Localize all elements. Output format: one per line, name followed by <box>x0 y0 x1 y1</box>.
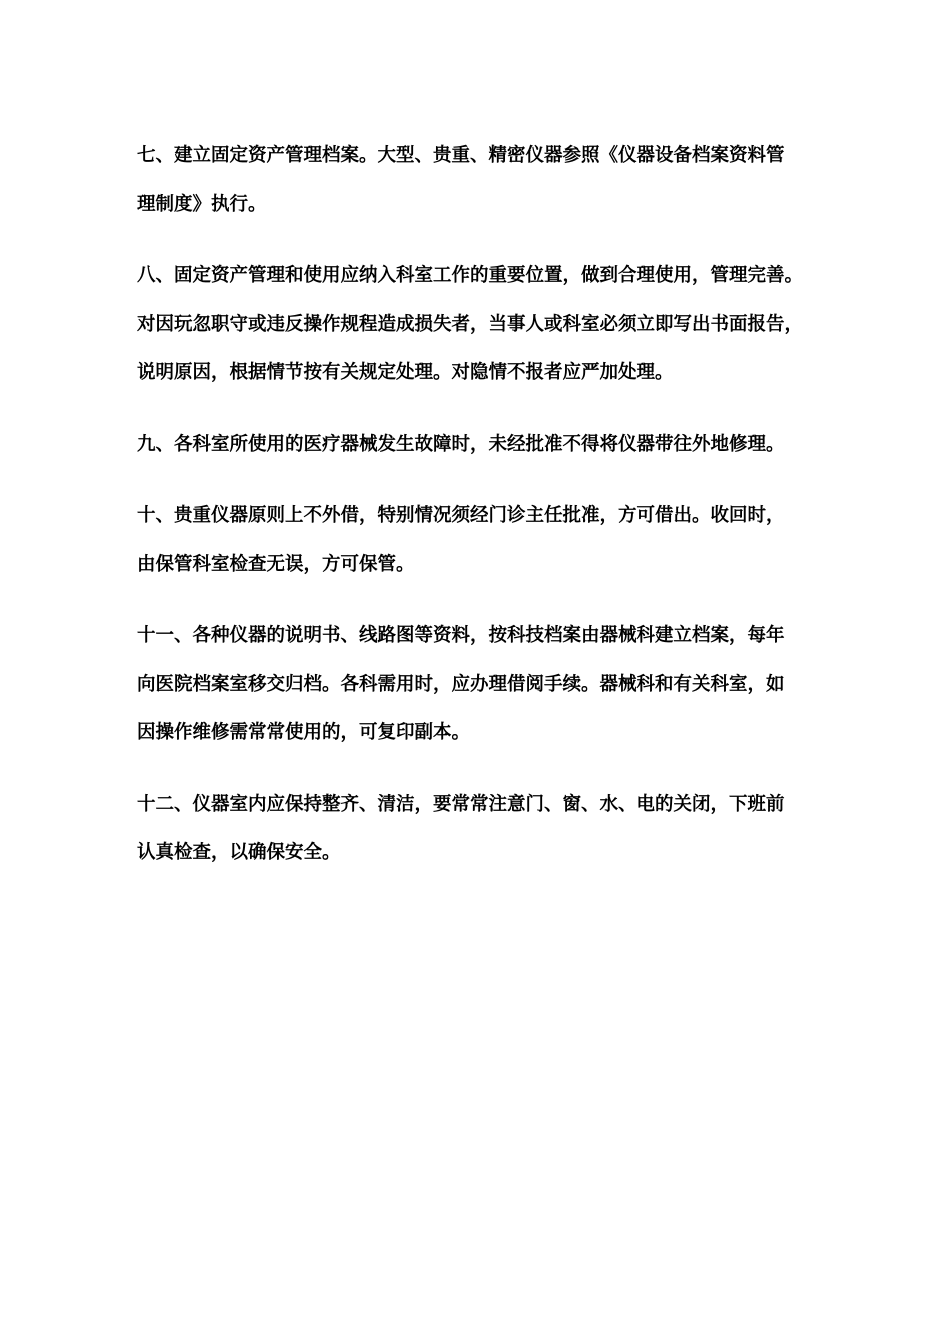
text-line: 向医院档案室移交归档。各科需用时，应办理借阅手续。器械科和有关科室，如 <box>137 673 785 695</box>
text-line: 八、固定资产管理和使用应纳入科室工作的重要位置，做到合理使用，管理完善。 <box>137 265 804 286</box>
text-line: 对因玩忽职守或违反操作规程造成损失者，当事人或科室必须立即写出书面报告， <box>137 313 804 335</box>
paragraph-item-9 <box>137 421 827 470</box>
paragraph-item-7 <box>137 132 827 229</box>
text-line: 理制度》执行。 <box>137 193 267 215</box>
paragraph-item-8 <box>137 252 827 398</box>
text-line: 十一、各种仪器的说明书、线路图等资料，按科技档案由器械科建立档案，每年 <box>137 625 785 646</box>
paragraph-item-12 <box>137 781 827 878</box>
text-line: 因操作维修需常常使用的，可复印副本。 <box>137 722 471 743</box>
text-line: 十、贵重仪器原则上不外借，特别情况须经门诊主任批准，方可借出。收回时， <box>137 505 785 526</box>
text-line: 说明原因，根据情节按有关规定处理。对隐情不报者应严加处理。 <box>137 362 674 383</box>
text-line: 由保管科室检查无误，方可保管。 <box>137 553 415 575</box>
text-line: 七、建立固定资产管理档案。大型、贵重、精密仪器参照《仪器设备档案资料管 <box>137 145 785 166</box>
text-line: 认真检查，以确保安全。 <box>137 842 341 863</box>
text-line: 十二、仪器室内应保持整齐、清洁，要常常注意门、窗、水、电的关闭，下班前 <box>137 793 785 815</box>
text-line: 九、各科室所使用的医疗器械发生故障时，未经批准不得将仪器带往外地修理。 <box>137 433 785 455</box>
paragraph-item-11 <box>137 612 827 758</box>
paragraph-item-10 <box>137 492 827 589</box>
document-body <box>137 132 827 901</box>
